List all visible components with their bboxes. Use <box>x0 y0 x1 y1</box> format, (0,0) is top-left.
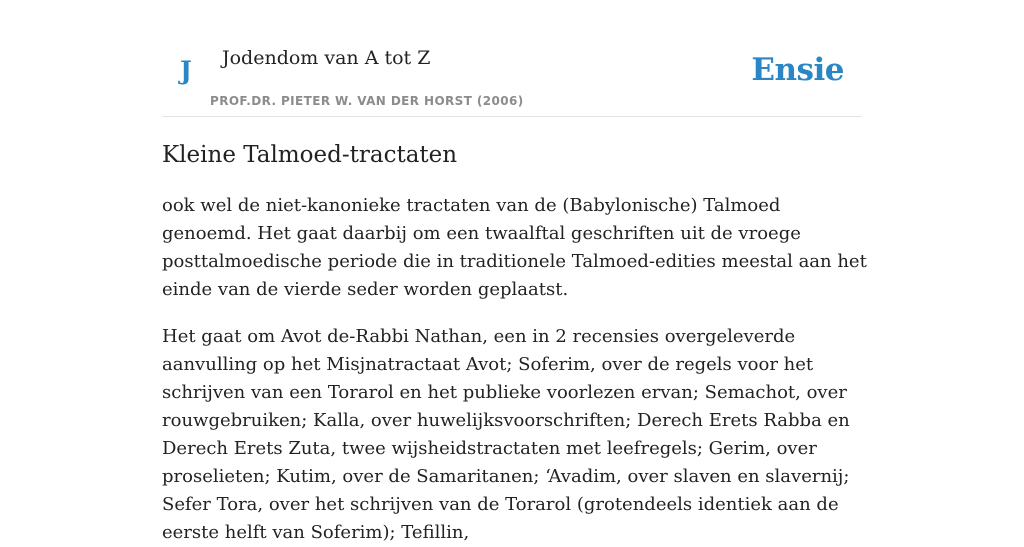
book-logo-letter: J <box>180 56 192 85</box>
entry-paragraph-1: ook wel de niet-kanonieke tractaten van de (Babylonische) Talmoed genoemd. Het gaat daarbij om een twaalftal geschriften uit de vroege posttalmoedische periode die in traditionele Talmoed-edities meestal aan het einde van de vierde seder worden geplaatst. <box>162 195 867 300</box>
ensie-logo-link[interactable]: Ensie <box>751 52 844 88</box>
entry-title: Kleine Talmoed-tractaten <box>162 142 458 168</box>
entry-paragraph-2: Het gaat om Avot de-Rabbi Nathan, een in 2 recensies overgeleverde aanvulling op het Misjnatractaat Avot; Soferim, over de regels voor het schrijven van een Torarol en het publieke voorlezen ervan; Semachot, over rouwgebruiken; Kalla, over huwelijksvoorschriften; Derech Erets Rabba en Derech Erets Zuta, twee wijsheidstractaten met leefregels; Gerim, over proselieten; Kutim, over de Samaritanen; ‘Avadim, over slaven en slavernij; Sefer Tora, over het schrijven van de Torarol (grotendeels identiek aan de eerste helft van Soferim); Tefillin, <box>162 326 850 543</box>
book-title-link[interactable]: Jodendom van A tot Z <box>222 47 431 69</box>
author-line: PROF.DR. PIETER W. VAN DER HORST (2006) <box>210 94 524 108</box>
header <box>162 0 862 117</box>
